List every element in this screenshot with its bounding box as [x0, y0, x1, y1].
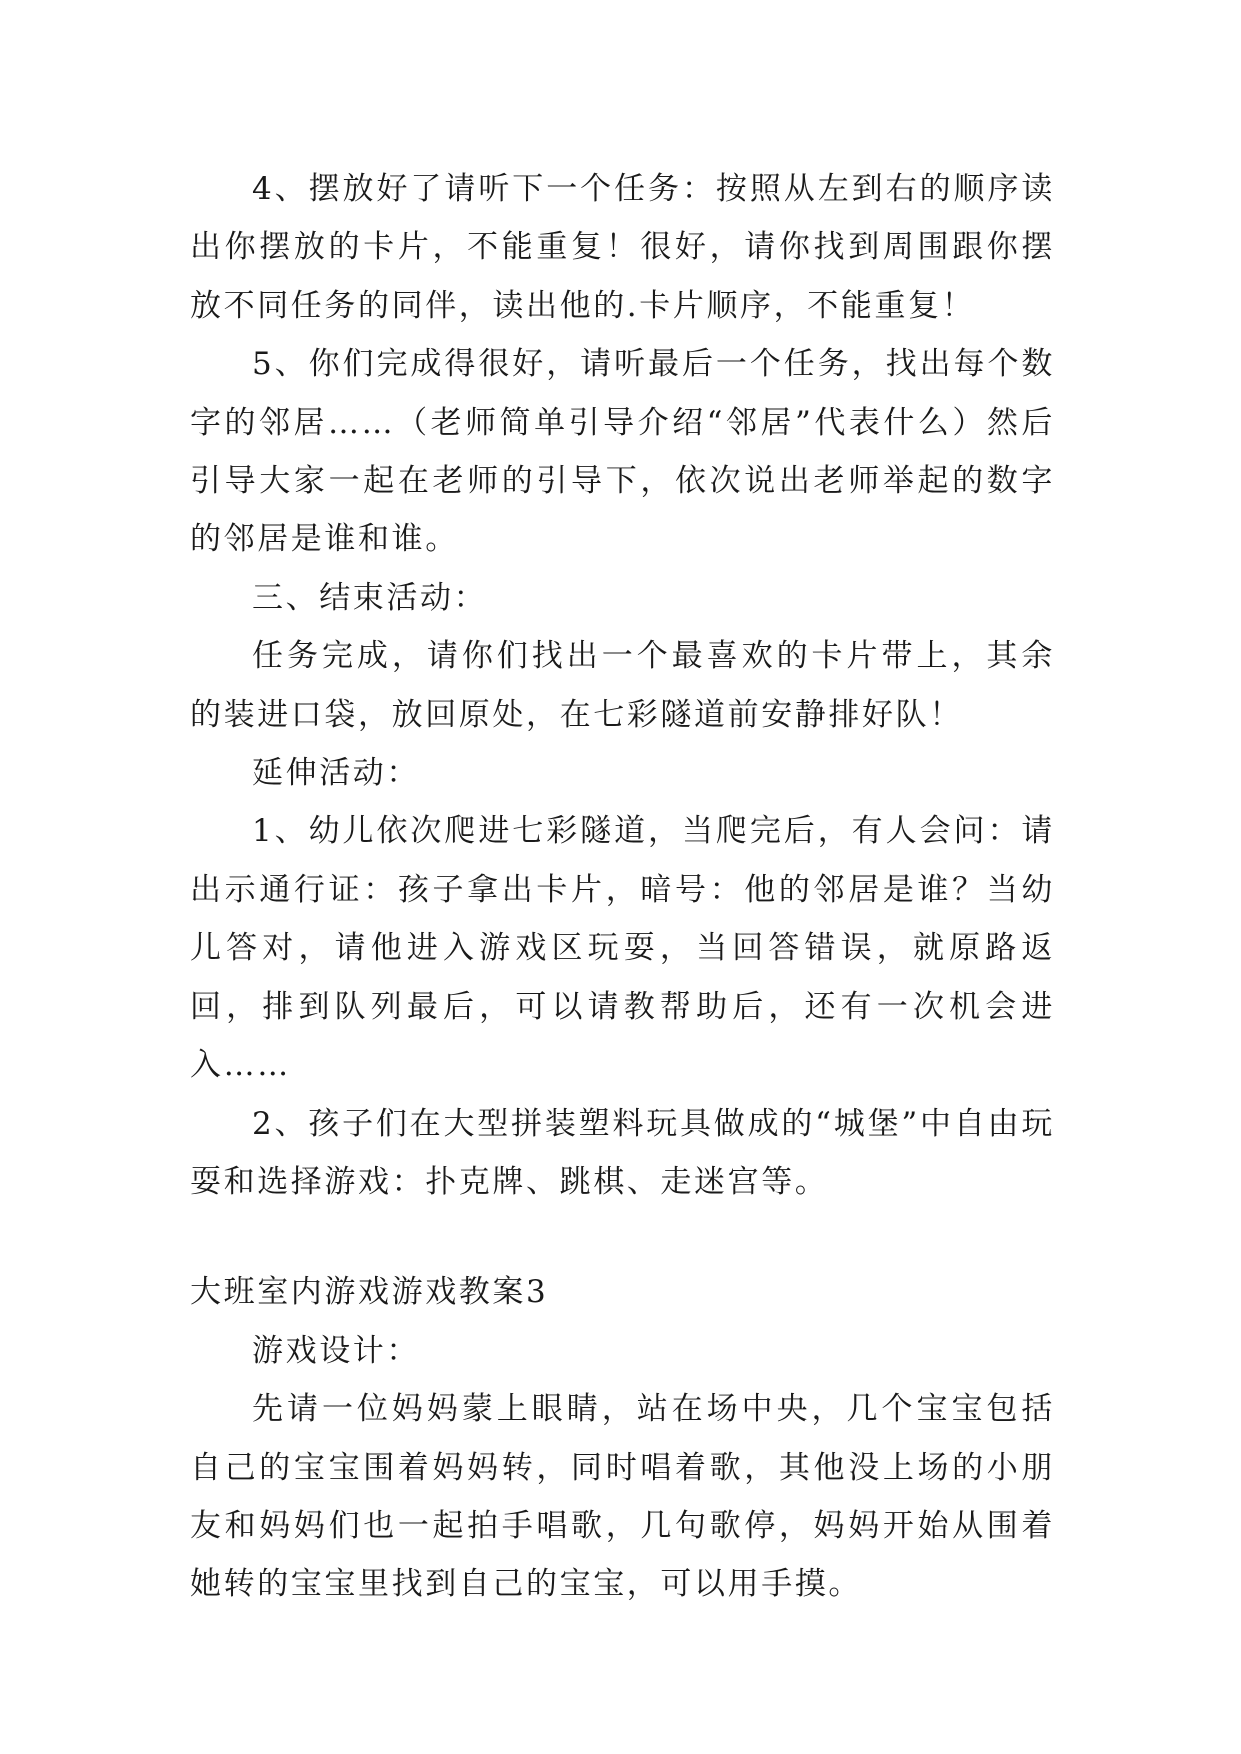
paragraph-task-5: 5、你们完成得很好，请听最后一个任务，找出每个数字的邻居……（老师简单引导介绍“邻居”代表什么）然后引导大家一起在老师的引导下，依次说出老师举起的数字的邻居是谁和谁。 — [190, 346, 1055, 558]
document-body — [190, 160, 1055, 1614]
heading-game-design: 游戏设计： — [252, 1332, 420, 1369]
paragraph-task-4: 4、摆放好了请听下一个任务：按照从左到右的顺序读出你摆放的卡片，不能重复！很好，请你找到周围跟你摆放不同任务的同伴，读出他的.卡片顺序，不能重复！ — [190, 171, 1055, 324]
paragraph-game-description: 先请一位妈妈蒙上眼睛，站在场中央，几个宝宝包括自己的宝宝围着妈妈转，同时唱着歌，其他没上场的小朋友和妈妈们也一起拍手唱歌，几句歌停，妈妈开始从围着她转的宝宝里找到自己的宝宝，可以用手摸。 — [190, 1391, 1055, 1603]
section-title: 大班室内游戏游戏教案3 — [190, 1274, 549, 1311]
heading-extension-activity: 延伸活动： — [252, 755, 420, 792]
heading-end-activity: 三、结束活动： — [252, 579, 488, 616]
paragraph-extension-2: 2、孩子们在大型拼装塑料玩具做成的“城堡”中自由玩耍和选择游戏：扑克牌、跳棋、走迷宫等。 — [190, 1105, 1055, 1200]
paragraph-extension-1: 1、幼儿依次爬进七彩隧道，当爬完后，有人会问：请出示通行证：孩子拿出卡片，暗号：他的邻居是谁？当幼儿答对，请他进入游戏区玩耍，当回答错误，就原路返回，排到队列最后，可以请教帮助后，还有一次机会进入…… — [190, 813, 1055, 1084]
paragraph-task-complete: 任务完成，请你们找出一个最喜欢的卡片带上，其余的装进口袋，放回原处，在七彩隧道前安静排好队！ — [190, 638, 1055, 733]
